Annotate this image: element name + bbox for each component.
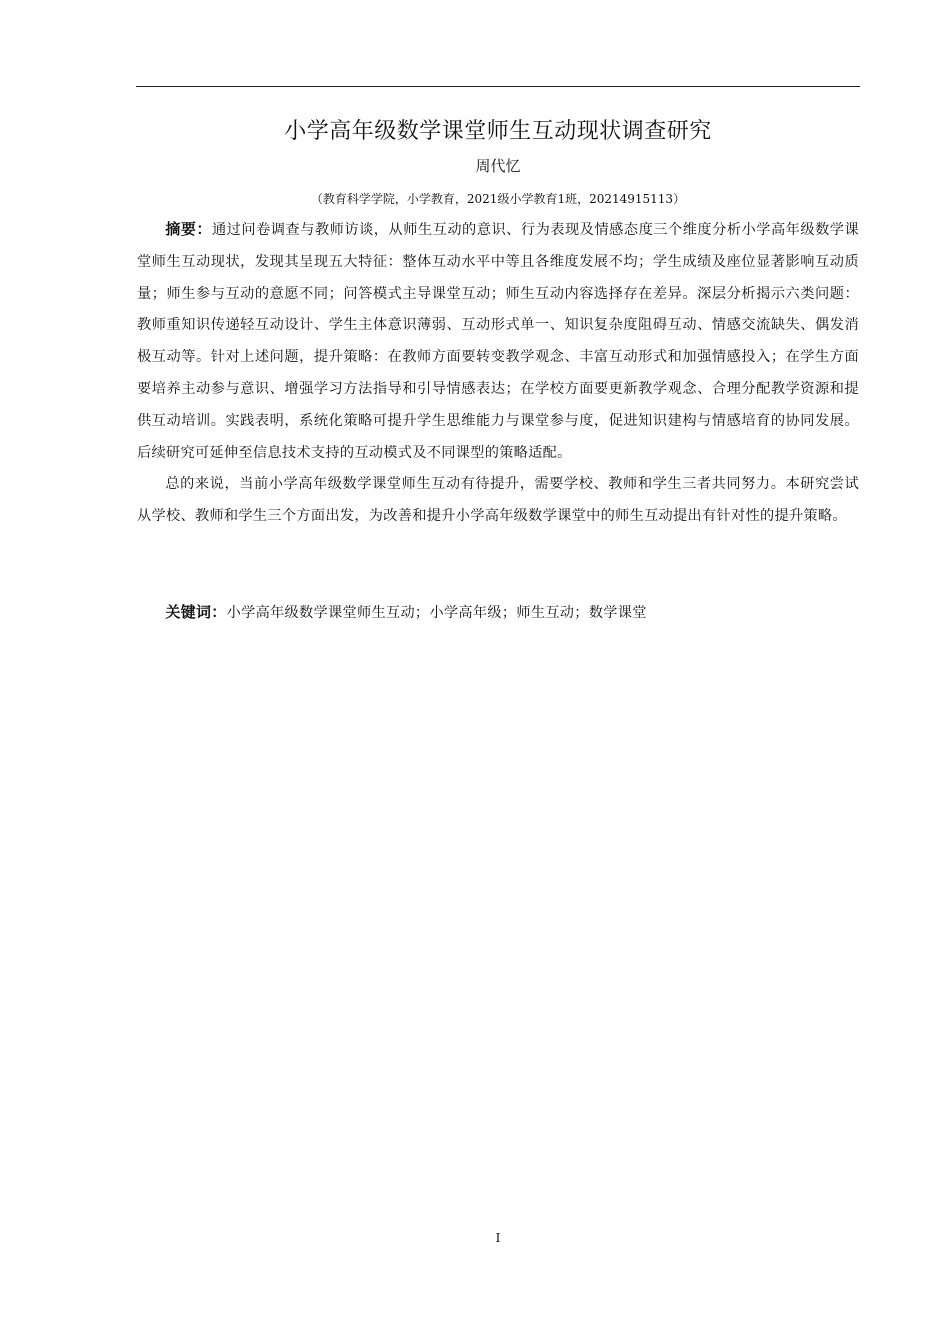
abstract-text: 通过问卷调查与教师访谈，从师生互动的意识、行为表现及情感态度三个维度分析小学高年级数学课堂师生互动现状，发现其呈现五大特征：整体互动水平中等且各维度发展不均；学生成绩及座位显著影响互动质量；师生参与互动的意愿不同；问答模式主导课堂互动；师生互动内容选择存在差异。深层分析揭示六类问题：教师重知识传递轻互动设计、学生主体意识薄弱、互动形式单一、知识复杂度阻碍互动、情感交流缺失、偶发消极互动等。针对上述问题，提升策略：在教师方面要转变教学观念、丰富互动形式和加强情感投入；在学生方面要培养主动参与意识、增强学习方法指导和引导情感表达；在学校方面要更新教学观念、合理分配教学资源和提供互动培训。实践表明，系统化策略可提升学生思维能力与课堂参与度，促进知识建构与情感培育的协同发展。后续研究可延伸至信息技术支持的互动模式及不同课型的策略适配。 <box>137 222 860 461</box>
header-rule <box>136 86 860 87</box>
page-number: I <box>495 1231 501 1245</box>
abstract-label: 摘要： <box>165 220 212 238</box>
keywords-line <box>137 597 859 630</box>
abstract-section <box>137 214 859 533</box>
author-affiliation: （教育科学学院，小学教育，2021级小学教育1班，20214915113） <box>310 192 686 206</box>
keywords-text: 小学高年级数学课堂师生互动；小学高年级；师生互动；数学课堂 <box>226 605 647 621</box>
abstract-summary-paragraph: 总的来说，当前小学高年级数学课堂师生互动有待提升，需要学校、教师和学生三者共同努力。本研究尝试从学校、教师和学生三个方面出发，为改善和提升小学高年级数学课堂中的师生互动提出有针对性的提升策略。 <box>137 476 859 525</box>
author-name: 周代忆 <box>475 157 521 175</box>
paper-title: 小学高年级数学课堂师生互动现状调查研究 <box>284 119 712 144</box>
keywords-label: 关键词： <box>165 603 227 621</box>
abstract-paragraph <box>137 214 859 469</box>
